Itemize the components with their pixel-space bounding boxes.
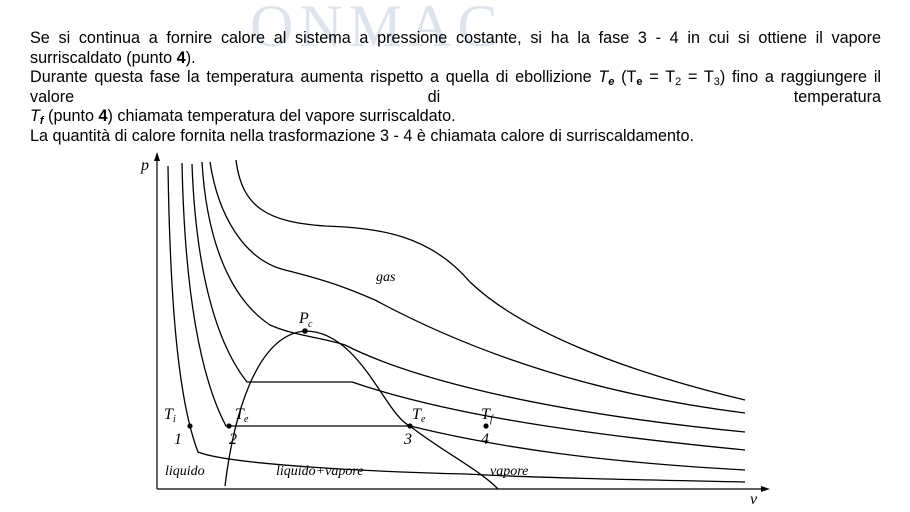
paragraph-3: La quantità di calore fornita nella trasformazione 3 - 4 è chiamata calore di surriscaldamento. bbox=[30, 126, 695, 145]
Te-right-sub: e bbox=[421, 414, 426, 425]
point-3-label: 3 bbox=[404, 431, 412, 448]
paragraph-2-end: $T_f$ (punto 4) chiamata temperatura del vapore surriscaldato. bbox=[30, 107, 456, 128]
critical-point-label: P bbox=[299, 310, 309, 327]
Ti-label: T bbox=[164, 406, 173, 423]
isotherm-critical bbox=[202, 162, 745, 432]
point-1-marker bbox=[187, 423, 192, 428]
point-4-label: 4 bbox=[481, 431, 489, 448]
region-mixture-label: liquido+vapore bbox=[276, 464, 364, 479]
isotherm-3 bbox=[192, 164, 745, 450]
x-axis-arrow bbox=[761, 486, 770, 492]
gas-label: gas bbox=[376, 270, 396, 285]
Te-right-label: T bbox=[412, 406, 421, 423]
Ti-sub: i bbox=[173, 414, 176, 425]
y-axis-arrow bbox=[154, 152, 160, 161]
isotherm-Ti-Te bbox=[182, 163, 745, 470]
x-axis-label: v bbox=[750, 491, 758, 508]
Te-left-label: T bbox=[235, 406, 244, 423]
point-3-marker bbox=[407, 423, 412, 428]
critical-point-marker bbox=[302, 328, 308, 334]
region-vapor-label: vapore bbox=[490, 464, 529, 479]
Te-left-sub: e bbox=[244, 414, 249, 425]
point-4-marker bbox=[483, 423, 488, 428]
isotherm-1 bbox=[168, 166, 745, 482]
region-liquid-label: liquido bbox=[165, 464, 205, 479]
Tf-label: T bbox=[481, 406, 490, 423]
isotherm-gas bbox=[236, 160, 745, 400]
isotherm-5 bbox=[210, 162, 745, 413]
paragraph-2: Durante questa fase la temperatura aumenta rispetto a quella di ebollizione $T_e$ $(T_e = T_2 = T_3)$ fino a raggiungere il valore di temperatura bbox=[30, 68, 882, 106]
point-2-label: 2 bbox=[229, 431, 237, 448]
watermark-logo: ONMAC bbox=[250, 0, 504, 59]
point-1-label: 1 bbox=[174, 431, 182, 448]
Tf-sub: f bbox=[490, 414, 493, 425]
point-2-marker bbox=[226, 423, 231, 428]
paragraph-1: Se si continua a fornire calore al sistema a pressione costante, si ha la fase 3 - 4 in cui si ottiene il vapore surriscaldato (punto 4). bbox=[30, 29, 881, 67]
critical-point-sub: c bbox=[308, 319, 313, 330]
y-axis-label: p bbox=[141, 157, 149, 174]
